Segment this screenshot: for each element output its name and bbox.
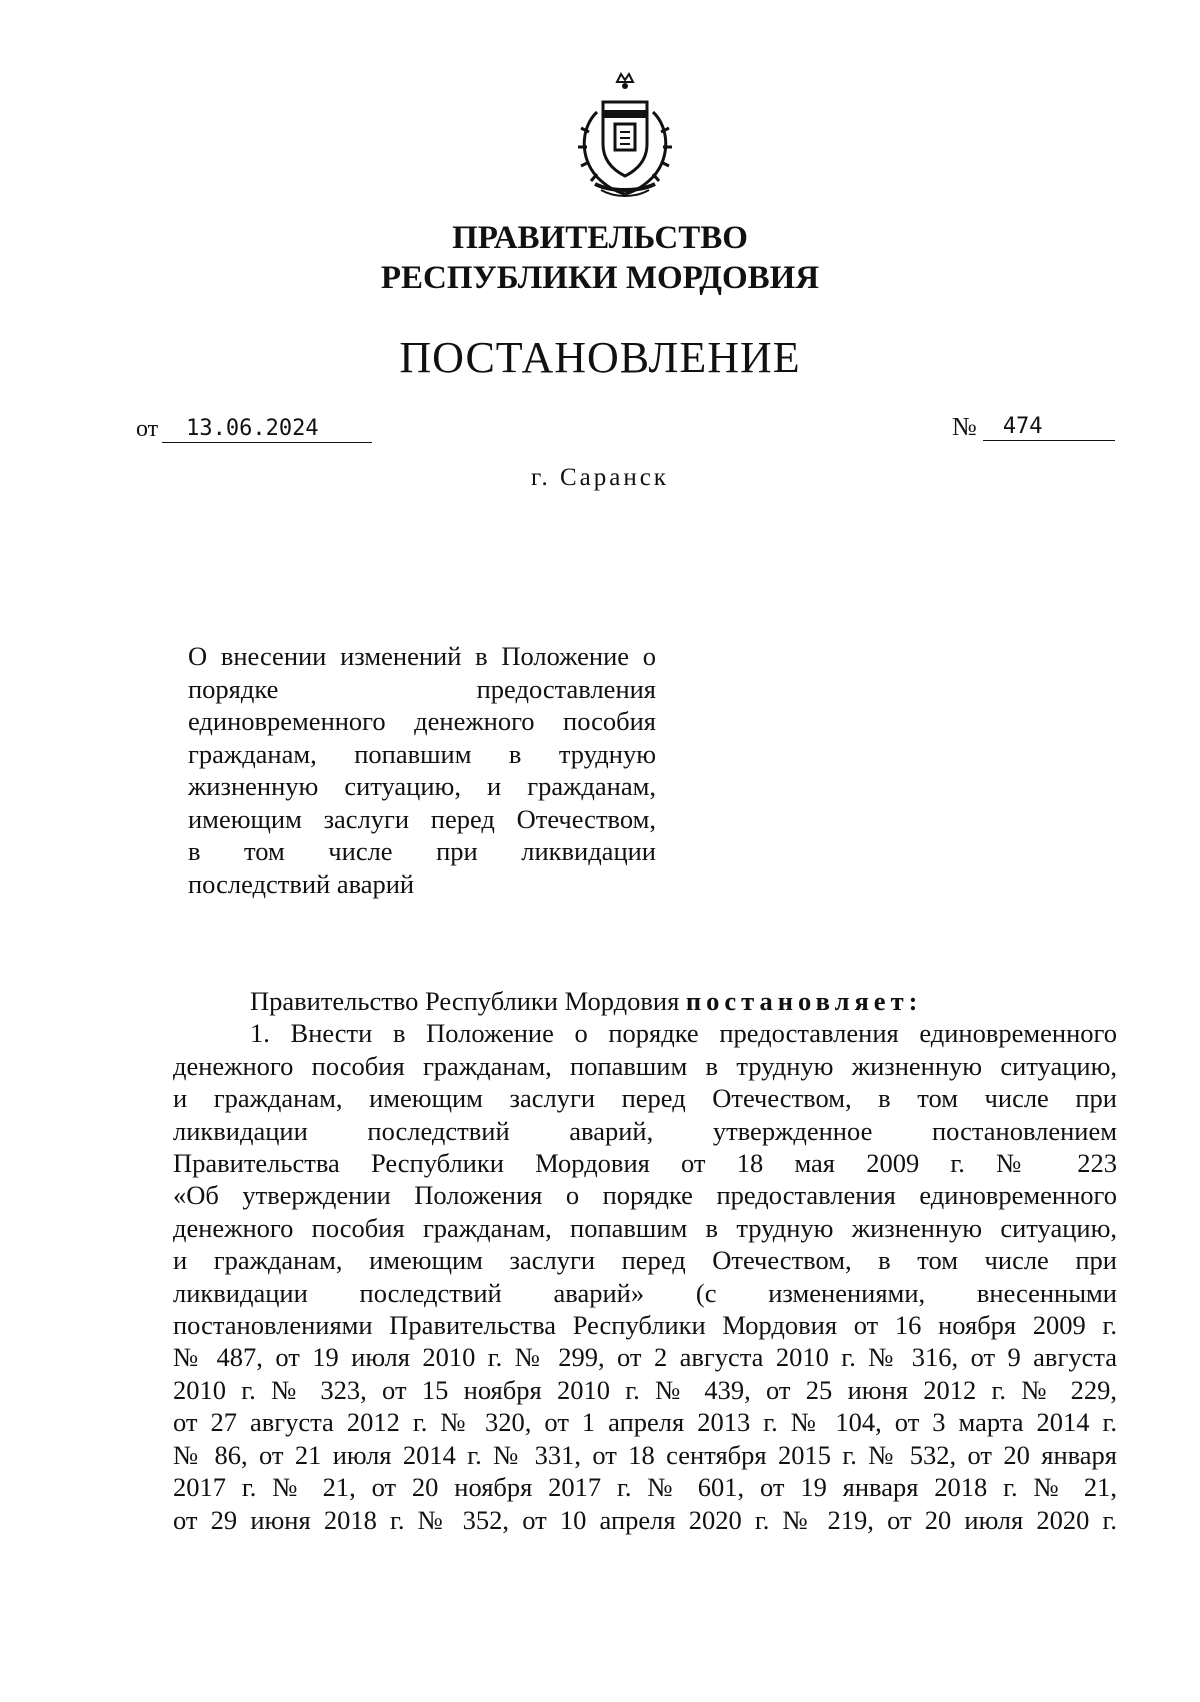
body-line: ликвидации последствий аварий» (с изменениями, внесенными [173, 1277, 1117, 1308]
city: г. Саранск [531, 464, 669, 491]
subject-line: в том числе при ликвидации [188, 836, 656, 866]
coat-of-arms-icon [567, 72, 683, 202]
subject-line: единовременного денежного пособия [188, 706, 656, 736]
subject-line: жизненную ситуацию, и гражданам, [188, 771, 656, 801]
body-line: от 29 июня 2018 г. № 352, от 10 апреля 2020 г. № 219, от 20 июля 2020 г. [173, 1504, 1117, 1535]
body-line: ликвидации последствий аварий, утвержденное постановлением [173, 1115, 1117, 1146]
body-line: и гражданам, имеющим заслуги перед Отечеством, в том числе при [173, 1083, 1117, 1114]
body-line: от 27 августа 2012 г. № 320, от 1 апреля 2013 г. № 104, от 3 марта 2014 г. [173, 1407, 1117, 1438]
preamble-emphasis: постановляет: [685, 986, 923, 1016]
date-prefix: от [136, 416, 159, 442]
body-line: 2017 г. № 21, от 20 ноября 2017 г. № 601, от 19 января 2018 г. № 21, [173, 1472, 1117, 1503]
government-title-line-1: ПРАВИТЕЛЬСТВО [452, 220, 748, 256]
body-line: № 487, от 19 июля 2010 г. № 299, от 2 августа 2010 г. № 316, от 9 августа [173, 1342, 1117, 1373]
body-line: и гражданам, имеющим заслуги перед Отечеством, в том числе при [173, 1245, 1117, 1276]
document-body [173, 985, 1117, 1536]
preamble-text: Правительство Республики Мордовия [250, 986, 686, 1016]
number-prefix: № [952, 412, 977, 441]
preamble [173, 985, 1117, 1017]
number-value: 474 [983, 414, 1115, 441]
body-line: денежного пособия гражданам, попавшим в трудную жизненную ситуацию, [173, 1050, 1117, 1081]
body-line: № 86, от 21 июля 2014 г. № 331, от 18 сентября 2015 г. № 532, от 20 января [173, 1439, 1117, 1470]
body-line: «Об утверждении Положения о порядке предоставления единовременного [173, 1180, 1117, 1211]
document-number [952, 413, 1115, 441]
body-line: 2010 г. № 323, от 15 ноября 2010 г. № 439, от 25 июня 2012 г. № 229, [173, 1374, 1117, 1405]
document-subject [188, 640, 656, 900]
body-line: денежного пособия гражданам, попавшим в трудную жизненную ситуацию, [173, 1212, 1117, 1243]
body-line: 1. Внести в Положение о порядке предоставления единовременного [250, 1018, 1117, 1049]
government-title [0, 218, 1200, 298]
subject-line: порядке предоставления [188, 673, 656, 704]
government-title-line-2: РЕСПУБЛИКИ МОРДОВИЯ [380, 260, 820, 296]
subject-line: последствий аварий [188, 868, 415, 899]
document-date [136, 415, 372, 443]
date-value: 13.06.2024 [162, 416, 372, 443]
document-type: ПОСТАНОВЛЕНИЕ [399, 333, 801, 382]
subject-line: имеющим заслуги перед Отечеством, [188, 803, 656, 834]
subject-line: О внесении изменений в Положение о [188, 641, 656, 671]
body-line: Правительства Республики Мордовия от 18 мая 2009 г. № 223 [173, 1148, 1117, 1179]
body-line: постановлениями Правительства Республики Мордовия от 16 ноября 2009 г. [173, 1310, 1117, 1341]
subject-line: гражданам, попавшим в трудную [188, 738, 656, 769]
